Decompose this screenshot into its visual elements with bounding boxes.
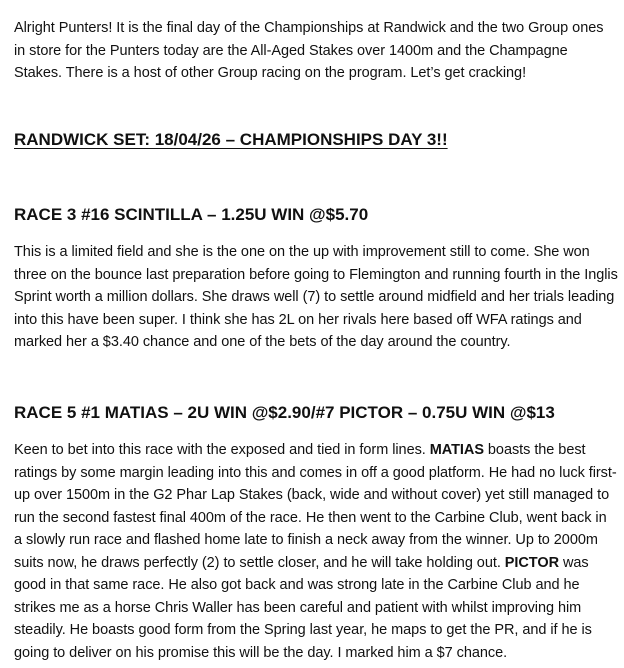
race3-body: This is a limited field and she is the one on the up with improvement still to come. She won three on the bounce last preparation before going to Flemington and running fourth in the Inglis Sprint worth a million dollars. She draws well (7) to settle around midfield and her trials leading into this have been super. I think she has 2L on her rivals here based off WFA ratings and marked her a $3.40 chance and one of the bets of the day around the country. <box>14 244 618 350</box>
race5-body <box>14 439 618 664</box>
race5-body-part2: boasts the best ratings by some margin leading into this and comes in off a good platform. He had no luck first-up over 1500m in the G2 Phar Lap Stakes (back, wide and without cover) yet still managed to run the second fastest final 400m of the race. He then went to the Carbine Club, went back in a slowly run race and flashed home late to finish a neck away from the winner. Up to 2000m suits now, he draws perfectly (2) to settle closer, and he will take holding out. <box>14 442 617 571</box>
set-title: RANDWICK SET: 18/04/26 – CHAMPIONSHIPS DAY 3!! <box>14 130 448 149</box>
horse-name-pictor: PICTOR <box>504 554 559 571</box>
race3-title: RACE 3 #16 SCINTILLA – 1.25U WIN @$5.70 <box>14 205 369 224</box>
race5-body-part1: Keen to bet into this race with the exposed and tied in form lines. <box>14 442 430 458</box>
race5-body-part3: was good in that same race. He also got back and was strong late in the Carbine Club and he strikes me as a horse Chris Waller has been careful and patient with whilst improving him steadily. He boasts good form from the Spring last year, he maps to get the PR, and if he is going to deliver on his promise this will be the day. I marked him a $7 chance. <box>14 554 592 661</box>
horse-name-matias: MATIAS <box>429 442 484 458</box>
intro-paragraph: Alright Punters! It is the final day of the Championships at Randwick and the two Group ones in store for the Punters today are the All-Aged Stakes over 1400m and the Champagne Stakes. There is a host of other Group racing on the program. Let’s get cracking! <box>14 20 604 81</box>
race5-title: RACE 5 #1 MATIAS – 2U WIN @$2.90/#7 PICTOR – 0.75U WIN @$13 <box>14 403 555 422</box>
